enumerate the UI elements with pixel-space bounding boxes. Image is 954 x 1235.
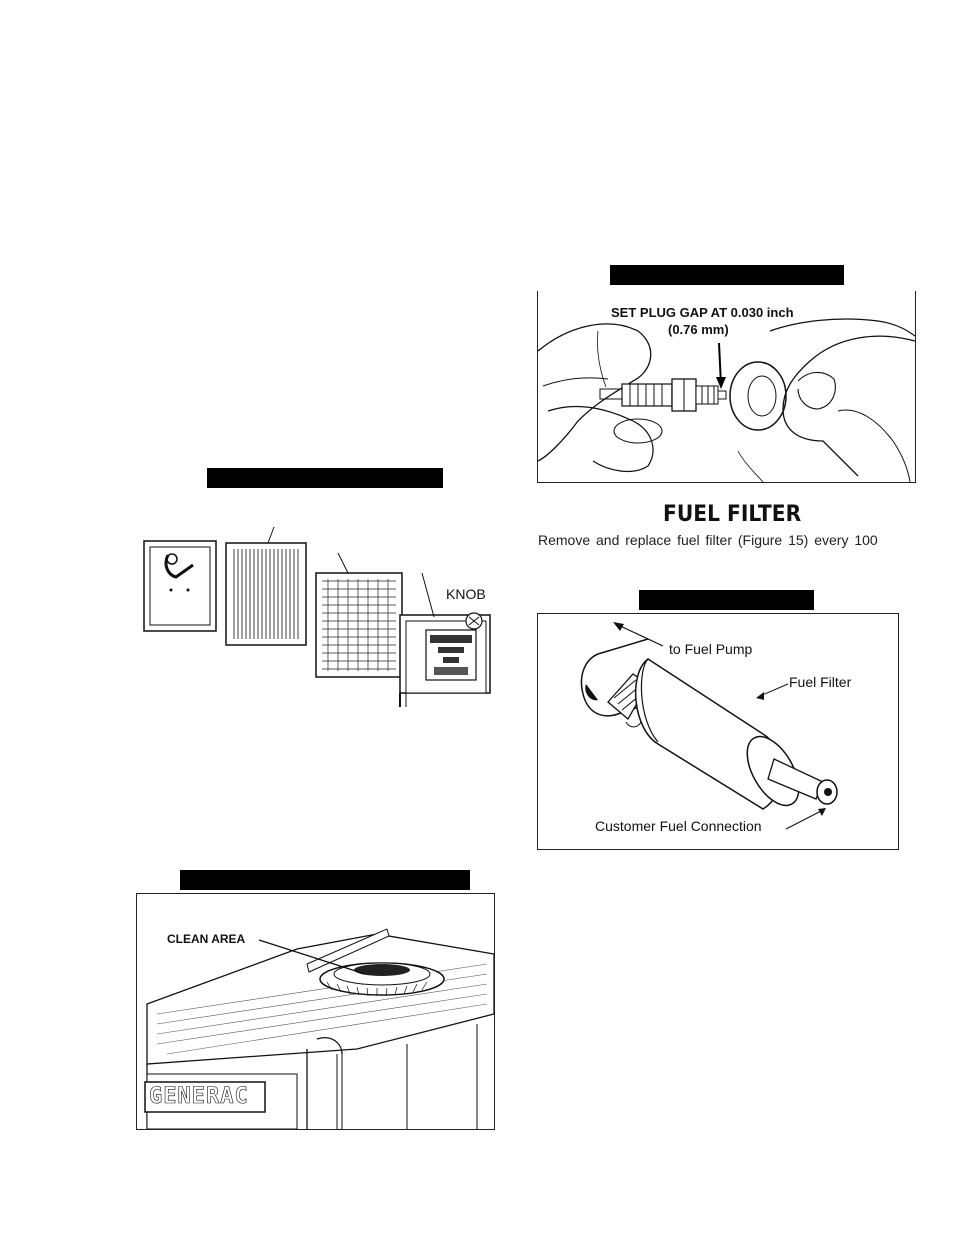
spark-plug-gap-label-line1: SET PLUG GAP AT 0.030 inch [611, 305, 794, 320]
spark-plug-figure [537, 291, 916, 483]
fuel-filter-body-text: Remove and replace fuel filter (Figure 15) every 100 [538, 532, 878, 548]
knob-label: KNOB [446, 586, 486, 602]
spark-plug-caption-bar [610, 265, 844, 285]
fuel-filter-figure [537, 613, 899, 850]
customer-fuel-connection-label: Customer Fuel Connection [595, 818, 762, 834]
fuel-filter-caption-bar [639, 590, 814, 610]
generac-logo: GENERAC [149, 1084, 249, 1109]
clean-area-label: CLEAN AREA [167, 932, 246, 946]
air-filter-figure [138, 525, 498, 710]
to-fuel-pump-label: to Fuel Pump [669, 641, 753, 657]
fuel-filter-heading: FUEL FILTER [663, 502, 802, 527]
air-filter-illustration [138, 525, 498, 710]
fuel-filter-label: Fuel Filter [789, 674, 852, 690]
enclosure-figure [136, 893, 495, 1130]
spark-plug-gap-label-line2: (0.76 mm) [668, 322, 729, 337]
enclosure-caption-bar [180, 870, 470, 890]
air-filter-caption-bar [207, 468, 443, 488]
